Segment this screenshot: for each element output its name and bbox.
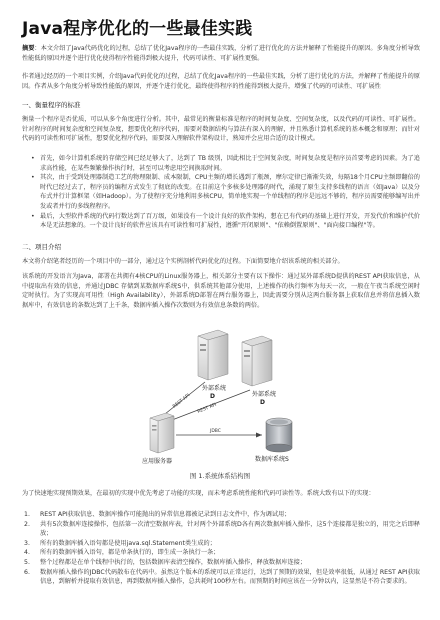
section2-paragraph-3: 为了快速地实现预期效果，在最初的实现中优先考虑了功能的实现，而未考虑系统性能和代码可读性等。系统大致有以下的实现： [22, 490, 375, 497]
page-title: Java程序优化的一些最佳实践 [22, 19, 253, 39]
system-architecture-diagram [110, 322, 340, 467]
list-item: • 其次，由于受到处理器制造工艺的物理限制、成本限制，CPU主频的增长遇到了瓶颈，摩尔定律已渐渐失效，每隔18个月CPU主频即翻倍的时代已经过去了，程序员的编程方式发生了彻底的改变。在目前这个多核多处理器的时代，涌现了原生支持多线程的语言（如Java）以及分布式并行计算框架（如Hadoop）。为了使程序充分地利用多核CPU，简单地实现一个单线程的程序是远远不够的，程序员需要能够编写出并发或者并行的多线程程序。 [22, 173, 420, 211]
jdbc-label: JDBC [210, 429, 221, 434]
list-item: 共有5次数据库连接操作，包括第一次清空数据库表，针对两个外部系统D各有两次数据库插入操作，这5个连接都是独立的，用完之后即释放； [40, 520, 420, 538]
list-item: REST API获取信息、数据库操作可能抛出的异常信息都被记录到日志文件中，作为调试用； [40, 511, 291, 518]
figure-caption: 图 1.系统体系结构图 [189, 472, 251, 480]
abstract-label: 摘要 [22, 45, 35, 52]
external-system-id-2: D [260, 399, 265, 406]
section1-bullet-list [22, 154, 420, 231]
list-item: 数据库插入操作的JDBC代码散布在代码中。虽然这个版本的系统可以正常运行，达到了预期的效果，但是效率很低，从通过 REST API获取信息，到解析并提取有效信息，再到数据库插入操作，总共耗时100秒左右。而预期的时间应该在一分钟以内，这显然是不符合要求的。 [40, 568, 420, 586]
list-item: • 最后，大型软件系统的代码行数达到了百万级，如果没有一个设计良好的软件架构，想在已有代码的基础上进行开发，开发代价和维护代价本是无法想象的。一个设计良好的软件应该具有可读性和可扩展性，遵循"开闭原则"、"依赖倒置原则"、"面向接口编程"等。 [22, 212, 420, 231]
database-icon [266, 418, 292, 452]
external-system-id-1: D [210, 393, 215, 400]
external-system-label-1: 外部系统 [202, 385, 227, 392]
list-item: • 首先，如今计算机系统的存储空间已经足够大了，达到了 TB 级别，因此相比于空间复杂度，时间复杂度是程序员首要考虑的因素。为了追求高性能，在某些频繁操作执行时，甚至可以考虑用空间换取时间。 [22, 154, 420, 173]
external-server-2-icon [242, 336, 272, 386]
rest-api-label-1: REST API [172, 393, 192, 410]
intro-paragraph: 作者通过经历的一个项目实例，介绍Java代码优化的过程，总结了优化Java程序的一些最佳实践，分析了进行优化的方法，并解释了性能提升的原因。作者从多个角度分析导致性能低的原因，并逐个进行优化，最终使得程序的性能得到极大提升，增强了代码的可读性、可扩展性 [22, 73, 420, 90]
section1-paragraph: 衡量一个程序是否优质，可以从多个角度进行分析。其中，最常见的衡量标准是程序的时间复杂度、空间复杂度，以及代码的可读性、可扩展性。针对程序的时间复杂度和空间复杂度，想要优化程序代码，需要对数据结构与算法有深入的理解，并且熟悉计算机系统的基本概念和原理；而针对代码的可读性和可扩展性，想要优化程序代码，需要深入理解软件架构设计，熟知并会应用合适的设计模式。 [22, 116, 420, 143]
external-server-1-icon [198, 330, 228, 380]
section2-paragraph-2: 该系统的开发语言为Java，部署在共拥有4核CPU的Linux服务器上，相关部分主要有以下操作：通过某外部系统D提供的REST API获取信息，从中提取出有效的信息，并通过JDBC 存储到某数据库系统S中，供系统其他部分使用，上述操作的执行频率为每天一次，一般在午夜当系统空闲时定时执行。为了实现高可用性（High Availability），外部系统D部署在两台服务器上，因此需要分别从这两台服务器上获取信息并将信息插入数据库中，有效信息的条数达到了上千条，数据库插入操作次数则为有效信息条数的两倍。 [22, 273, 420, 309]
database-label: 数据库系统S [255, 456, 289, 463]
rest-api-label-2: REST API [196, 402, 218, 415]
section2-paragraph-1: 本文将介绍笔者经历的一个项目中的一部分，通过这个实例剖析代码优化的过程。下面简要地介绍该系统的相关部分。 [22, 258, 344, 265]
application-server-icon [150, 413, 174, 453]
external-system-label-2: 外部系统 [252, 391, 277, 398]
jdbc-arrow-icon [256, 433, 262, 438]
list-item: 整个过程都是在单个线程中执行的，包括数据库表清空操作，数据库插入操作，释放数据库连接； [40, 558, 307, 566]
implementation-list [22, 510, 420, 587]
list-item: 所有的数据库插入语句，都是单条执行的，即生成一条执行一条； [40, 549, 220, 557]
abstract-text: ：本文介绍了Java代码优化的过程，总结了优化Java程序的一些最佳实践，分析了进行优化的方法并解释了性能提升的原因。多角度分析导致性能低的原因并逐个进行优化使得程序性能得到极大提升，代码可读性、可扩展性更强。 [22, 45, 421, 62]
application-server-label: 应用服务器 [142, 458, 173, 465]
section2-heading: 二、项目介绍 [22, 243, 61, 251]
section1-heading: 一、衡量程序的标准 [22, 101, 81, 109]
list-item: 所有的数据库插入语句都是使用java.sql.Statement类生成的； [40, 539, 216, 547]
abstract-paragraph [22, 44, 420, 63]
